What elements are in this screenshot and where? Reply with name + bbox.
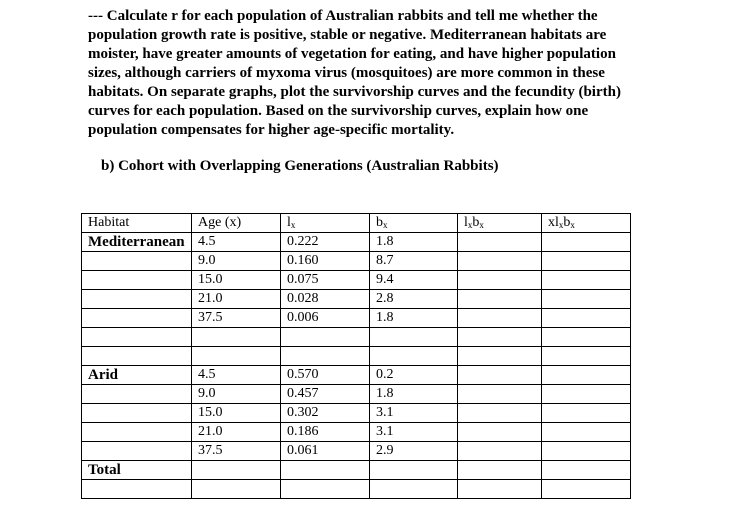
xlxbx-cell [542,328,631,347]
xlxbx-cell [542,347,631,366]
lx-cell: 0.302 [281,404,370,423]
bx-cell: 1.8 [370,233,458,252]
age-cell: 21.0 [192,423,281,442]
xlxbx-cell [542,271,631,290]
table-row [82,366,631,385]
question-line: curves for each population. Based on the survivorship curves, explain how one [88,103,589,119]
habitat-arid: Arid [82,366,192,385]
header-bx-sub: x [383,220,388,230]
question-line: sizes, although carriers of myxoma virus (mosquitoes) are more common in these [88,65,605,81]
bx-cell: 3.1 [370,423,458,442]
lx-cell: 0.061 [281,442,370,461]
header-lx-sub: x [290,220,296,230]
xlxbx-cell [542,233,631,252]
table-row [82,309,631,328]
table-row [82,404,631,423]
header-xlxbx [542,214,631,233]
section-title: b) Cohort with Overlapping Generations (Australian Rabbits) [101,158,499,174]
xlxbx-cell [542,252,631,271]
age-cell: 9.0 [192,252,281,271]
xlxbx-cell [542,404,631,423]
lx-cell: 0.006 [281,309,370,328]
header-lxbx-l: l [464,215,468,230]
xlxbx-cell [542,290,631,309]
header-lxbx-b: b [472,215,480,230]
header-lx [281,214,370,233]
bx-cell: 2.8 [370,290,458,309]
lxbx-cell [458,309,542,328]
lxbx-cell [458,385,542,404]
table-row [82,271,631,290]
life-table [81,213,631,499]
age-cell: 21.0 [192,290,281,309]
total-label: Total [82,461,192,480]
table-row-blank [82,328,631,347]
table-row [82,423,631,442]
age-cell: 37.5 [192,309,281,328]
xlxbx-cell [542,480,631,499]
habitat-cell [82,328,192,347]
lx-cell: 0.075 [281,271,370,290]
table-row-blank [82,347,631,366]
lx-cell: 0.160 [281,252,370,271]
habitat-cell [82,480,192,499]
habitat-cell [82,252,192,271]
lx-cell [281,480,370,499]
question-text [88,7,688,140]
habitat-cell [82,290,192,309]
table-row [82,442,631,461]
age-cell [192,480,281,499]
lxbx-cell [458,461,542,480]
habitat-cell [82,442,192,461]
age-cell: 4.5 [192,366,281,385]
bx-cell: 2.9 [370,442,458,461]
table-row-blank [82,480,631,499]
question-line: --- Calculate r for each population of Australian rabbits and tell me whether the [88,8,598,24]
age-cell: 9.0 [192,385,281,404]
age-cell: 4.5 [192,233,281,252]
question-line: habitats. On separate graphs, plot the survivorship curves and the fecundity (birth) [88,84,621,100]
lxbx-cell [458,290,542,309]
table-row [82,385,631,404]
question-line: moister, have greater amounts of vegetation for eating, and have higher population [88,46,616,62]
header-habitat: Habitat [82,214,192,233]
bx-cell: 3.1 [370,404,458,423]
bx-cell: 9.4 [370,271,458,290]
bx-cell [370,328,458,347]
xlxbx-cell [542,366,631,385]
lx-cell [281,461,370,480]
xlxbx-cell [542,442,631,461]
bx-cell [370,347,458,366]
xlxbx-cell [542,423,631,442]
habitat-cell [82,404,192,423]
lxbx-cell [458,442,542,461]
lx-cell: 0.570 [281,366,370,385]
habitat-cell [82,347,192,366]
lx-cell [281,347,370,366]
header-lxbx [458,214,542,233]
age-cell [192,328,281,347]
question-line: population compensates for higher age-specific mortality. [88,122,455,138]
xlxbx-cell [542,461,631,480]
habitat-cell [82,309,192,328]
bx-cell: 1.8 [370,309,458,328]
habitat-cell [82,385,192,404]
table-row [82,252,631,271]
lxbx-cell [458,423,542,442]
header-lx-base: l [287,215,291,230]
header-lxbx-lsub: x [467,220,473,230]
habitat-mediterranean: Mediterranean [82,233,192,252]
age-cell [192,347,281,366]
bx-cell: 0.2 [370,366,458,385]
habitat-cell [82,423,192,442]
lx-cell: 0.222 [281,233,370,252]
lx-cell: 0.028 [281,290,370,309]
xlxbx-cell [542,309,631,328]
lxbx-cell [458,271,542,290]
bx-cell: 8.7 [370,252,458,271]
lx-cell [281,328,370,347]
lxbx-cell [458,252,542,271]
header-bx-base: b [376,215,383,230]
age-cell [192,461,281,480]
bx-cell: 1.8 [370,385,458,404]
age-cell: 15.0 [192,404,281,423]
question-line: population growth rate is positive, stable or negative. Mediterranean habitats are [88,27,607,43]
lxbx-cell [458,233,542,252]
age-cell: 37.5 [192,442,281,461]
lx-cell: 0.457 [281,385,370,404]
xlxbx-cell [542,385,631,404]
habitat-cell [82,271,192,290]
table-row-total [82,461,631,480]
header-lxbx-bsub: x [479,220,484,230]
header-bx [370,214,458,233]
lx-cell: 0.186 [281,423,370,442]
bx-cell [370,461,458,480]
lxbx-cell [458,347,542,366]
header-xlxbx-bsub: x [570,220,575,230]
table-row [82,290,631,309]
header-xlxbx-xl: xl [548,215,559,230]
header-age: Age (x) [192,214,281,233]
table-row [82,233,631,252]
bx-cell [370,480,458,499]
header-xlxbx-lsub: x [558,220,564,230]
age-cell: 15.0 [192,271,281,290]
lxbx-cell [458,480,542,499]
lxbx-cell [458,404,542,423]
header-xlxbx-b: b [563,215,571,230]
header-row [82,214,631,233]
lxbx-cell [458,328,542,347]
lxbx-cell [458,366,542,385]
